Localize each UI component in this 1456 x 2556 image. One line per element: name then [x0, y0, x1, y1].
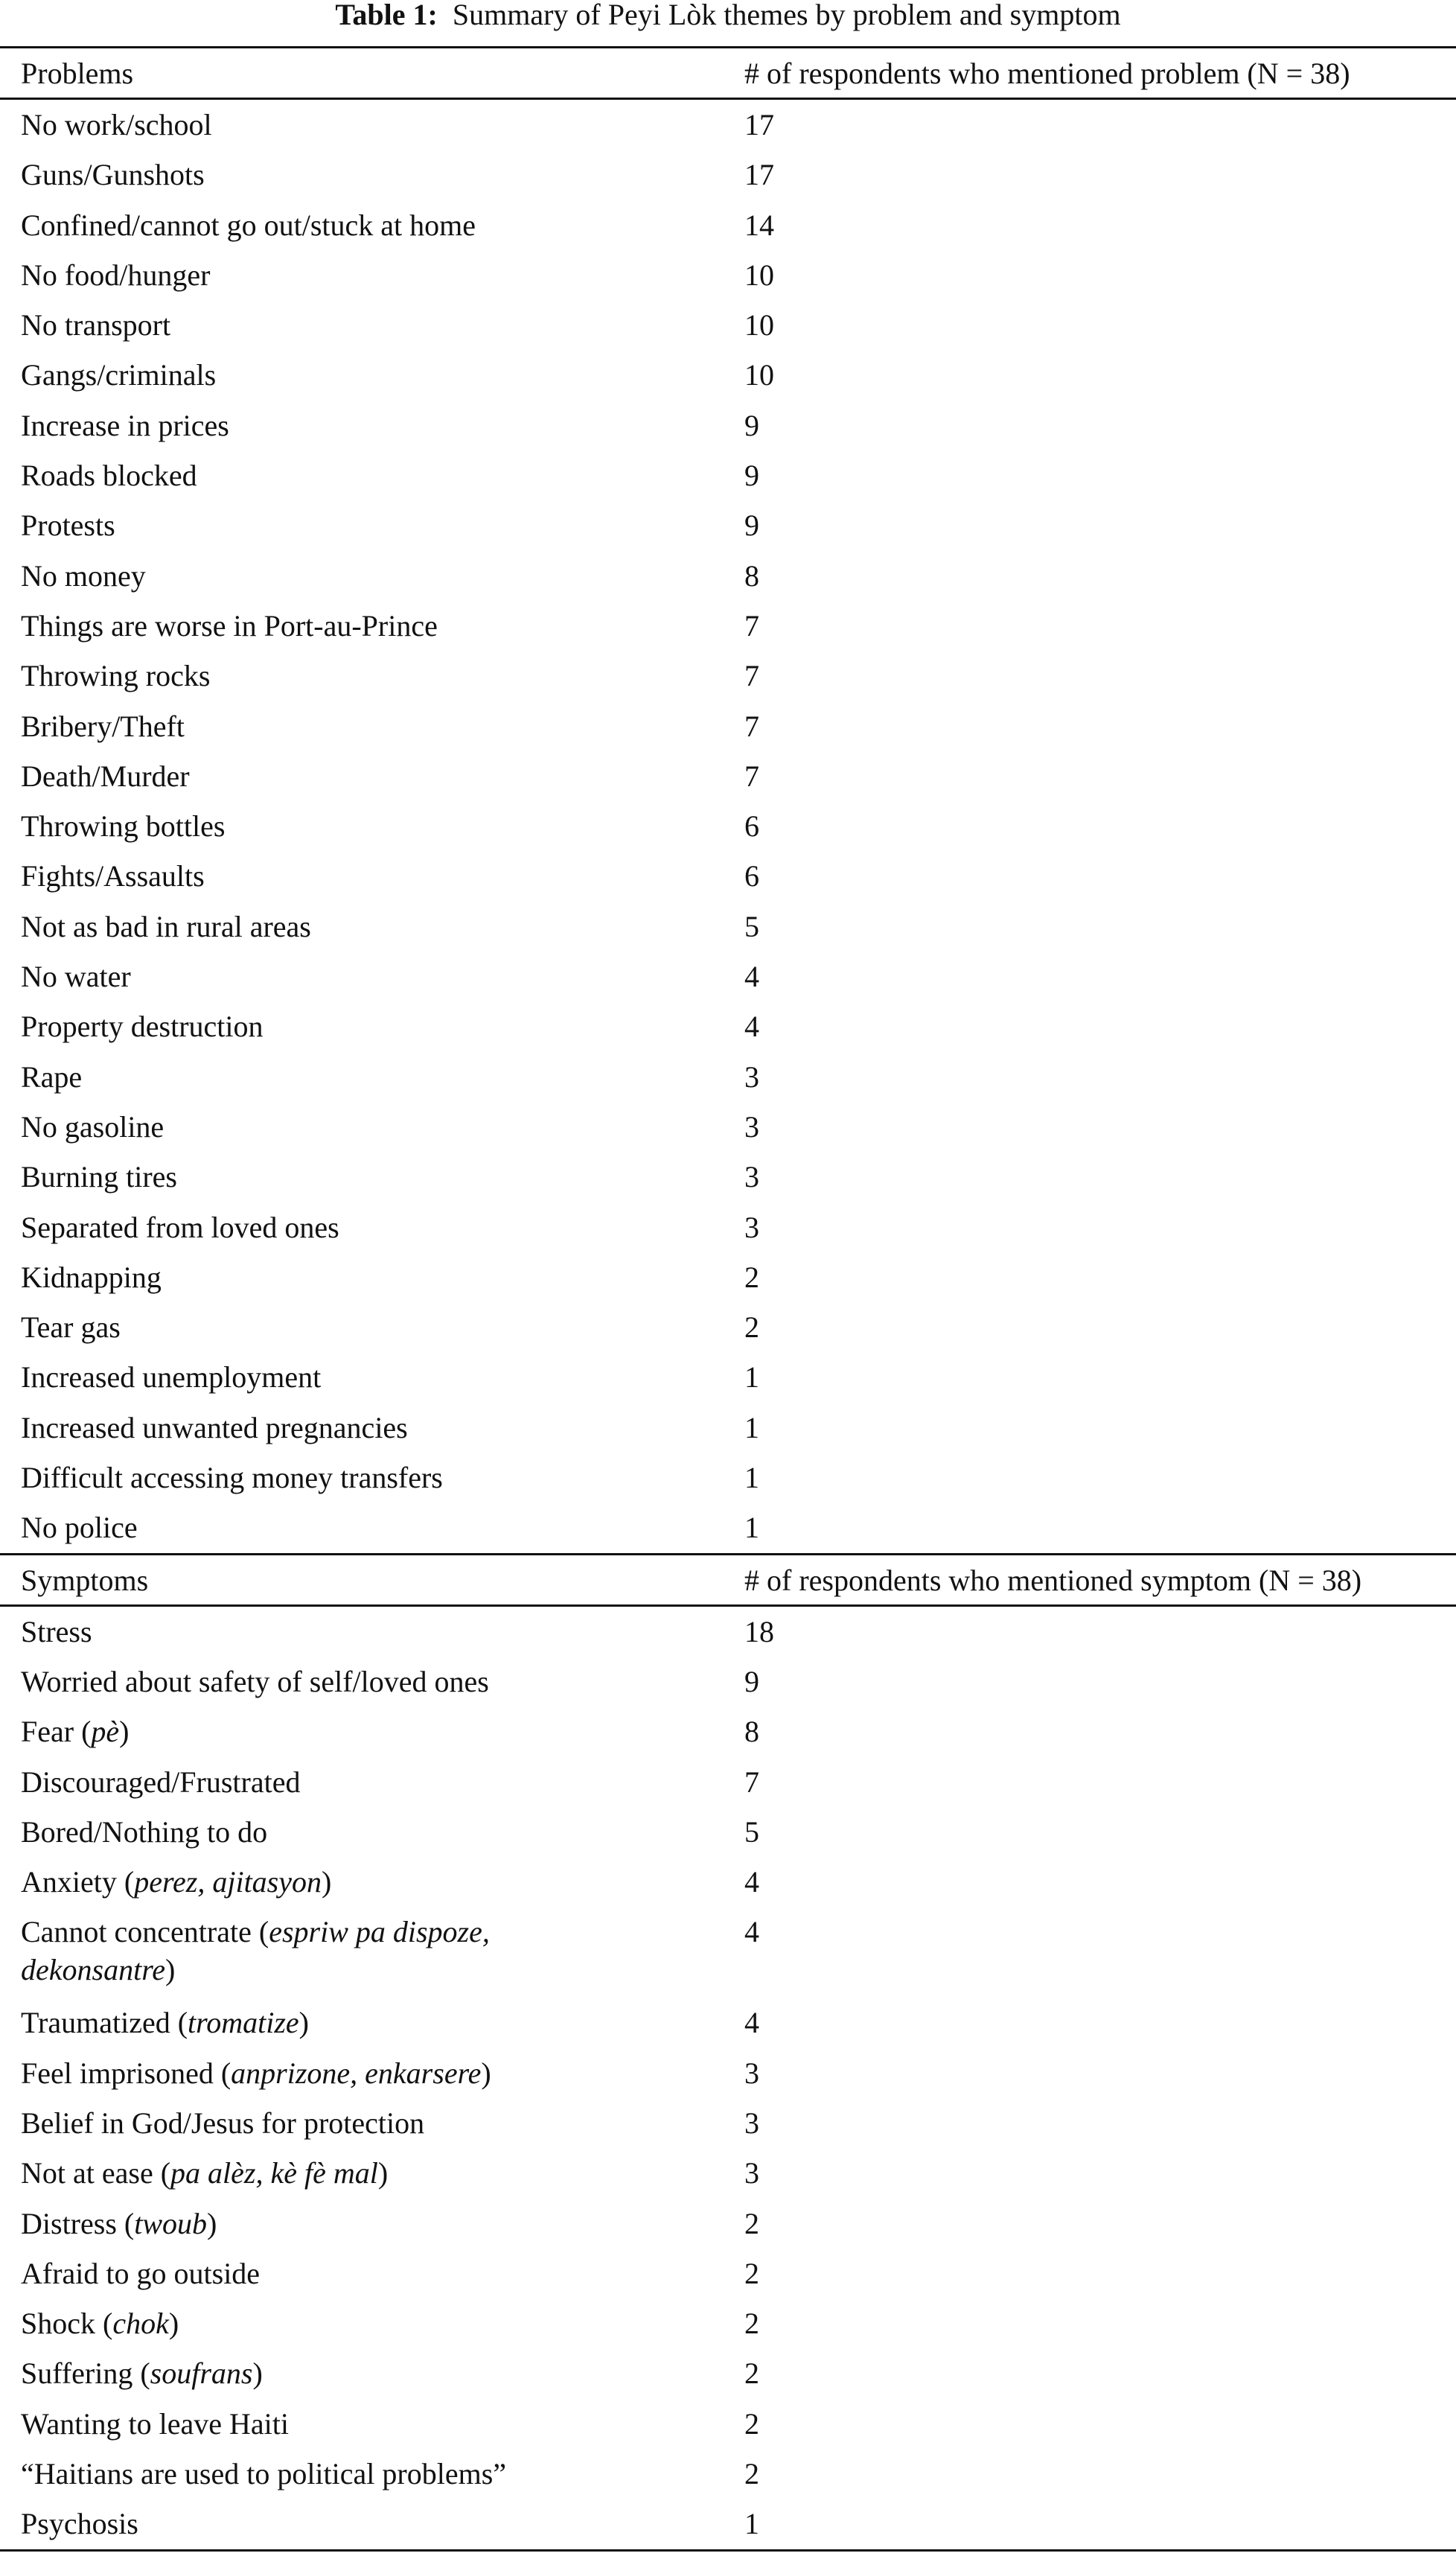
problems-row-name: Confined/cannot go out/stuck at home: [21, 208, 476, 242]
problems-row-label: [0, 1252, 721, 1302]
symptoms-row-kreyol-term: chok: [112, 2307, 169, 2341]
symptoms-row-name: Belief in God/Jesus for protection: [21, 2106, 425, 2140]
symptoms-row-label: [0, 2249, 721, 2298]
table-row: [0, 2249, 1456, 2298]
symptoms-row-kreyol-term: perez, ajitasyon: [134, 1865, 322, 1899]
table-row: [0, 1706, 1456, 1756]
problems-row-label: [0, 551, 721, 601]
table-row: [0, 1202, 1456, 1252]
problems-row-count: 9: [744, 509, 759, 543]
symptoms-row-label: [0, 2399, 721, 2449]
symptoms-row-label: [0, 1706, 721, 1756]
problems-row-count: 3: [744, 1109, 759, 1144]
table-row: [0, 2298, 1456, 2348]
symptoms-row-name: Anxiety (: [21, 1865, 135, 1899]
problems-row-label: [0, 1502, 721, 1552]
problems-row-label: [0, 902, 721, 952]
problems-row-label: [0, 601, 721, 651]
table-row: [0, 2199, 1456, 2249]
table-row: [0, 902, 1456, 952]
problems-row-name: Property destruction: [21, 1010, 264, 1044]
symptoms-row-name: “Haitians are used to political problems”: [21, 2457, 507, 2491]
symptoms-row-name: Traumatized (: [21, 2006, 188, 2040]
problems-row-count: 2: [744, 1260, 759, 1294]
problems-row-count: 10: [744, 358, 774, 392]
symptoms-row-close-paren: ): [165, 1953, 176, 1987]
symptoms-row-label: [0, 2148, 721, 2198]
problems-row-count: 9: [744, 408, 759, 442]
table-row: [0, 450, 1456, 500]
symptoms-row-label: [0, 2449, 721, 2499]
table-row: [0, 2348, 1456, 2398]
symptoms-row-close-paren: ): [377, 2156, 389, 2190]
table-row: [0, 300, 1456, 350]
symptoms-row-count: 4: [744, 2006, 759, 2040]
symptoms-header-row: [0, 1555, 1456, 1604]
problems-row-name: Guns/Gunshots: [21, 158, 205, 192]
problems-row-count: 7: [744, 608, 759, 643]
table-row: [0, 2449, 1456, 2499]
symptoms-row-count: 8: [744, 1715, 759, 1749]
problems-row-name: No water: [21, 960, 131, 994]
problems-row-name: Kidnapping: [21, 1260, 162, 1294]
problems-row-name: No gasoline: [21, 1109, 165, 1144]
table-row: [0, 952, 1456, 1001]
symptoms-row-count: 9: [744, 1664, 759, 1698]
problems-row-name: No money: [21, 558, 146, 593]
problems-row-label: [0, 801, 721, 851]
symptoms-row-count: 7: [744, 1765, 759, 1799]
symptoms-row-count: 2: [744, 2406, 759, 2441]
problems-row-count: 1: [744, 1511, 759, 1545]
table-row: [0, 2098, 1456, 2148]
table-caption-text: Summary of Peyi Lòk themes by problem and symptom: [452, 0, 1121, 31]
table-row: [0, 2148, 1456, 2198]
table-row: [0, 200, 1456, 250]
symptoms-row-label: [0, 1907, 610, 1998]
symptoms-row-kreyol-term: espriw pa dispoze, dekonsantre: [21, 1915, 490, 1987]
symptoms-row-count: 3: [744, 2106, 759, 2140]
symptoms-row-kreyol-term: pè: [91, 1715, 120, 1749]
bottom-rule: [0, 2549, 1456, 2552]
problems-row-label: [0, 952, 721, 1001]
symptoms-row-name: Feel imprisoned (: [21, 2056, 232, 2090]
symptoms-row-label: [0, 2348, 721, 2398]
symptoms-header-count: # of respondents who mentioned symptom (N = 38): [744, 1563, 1362, 1597]
problems-row-name: Increased unemployment: [21, 1360, 322, 1395]
problems-row-count: 5: [744, 909, 759, 943]
table-row: [0, 1502, 1456, 1552]
table-caption: [0, 0, 1456, 30]
symptoms-row-name: Not at ease (: [21, 2156, 171, 2190]
symptoms-row-label: [0, 1807, 721, 1857]
symptoms-row-count: 2: [744, 2356, 759, 2391]
problems-row-name: Not as bad in rural areas: [21, 909, 311, 943]
problems-row-label: [0, 350, 721, 400]
table-row: [0, 1998, 1456, 2047]
problems-row-name: Death/Murder: [21, 759, 190, 793]
problems-row-name: No transport: [21, 308, 171, 342]
problems-row-label: [0, 751, 721, 801]
problems-row-name: Tear gas: [21, 1310, 121, 1345]
symptoms-row-label: [0, 2199, 721, 2249]
symptoms-row-name: Distress (: [21, 2206, 135, 2240]
problems-row-count: 2: [744, 1310, 759, 1345]
table-row: [0, 1453, 1456, 1502]
problems-header-count: # of respondents who mentioned problem (N = 38): [744, 57, 1350, 90]
problems-row-count: 17: [744, 108, 774, 141]
table-row: [0, 1252, 1456, 1302]
table-row: [0, 1102, 1456, 1152]
symptoms-row-name: Worried about safety of self/loved ones: [21, 1664, 489, 1698]
problems-row-name: Gangs/criminals: [21, 358, 217, 392]
table-row: [0, 1657, 1456, 1706]
problems-row-label: [0, 401, 721, 450]
symptoms-row-count: 5: [744, 1814, 759, 1849]
table-row: [0, 2399, 1456, 2449]
problems-row-count: 8: [744, 558, 759, 593]
symptoms-row-count: 2: [744, 2206, 759, 2240]
problems-row-count: 10: [744, 308, 774, 342]
problems-row-name: Rape: [21, 1059, 83, 1094]
problems-row-label: [0, 1302, 721, 1352]
problems-row-count: 4: [744, 1010, 759, 1044]
problems-row-name: Protests: [21, 509, 115, 543]
table-row: [0, 601, 1456, 651]
symptoms-row-label: [0, 2098, 721, 2148]
symptoms-row-close-paren: ): [481, 2056, 491, 2090]
symptoms-row-label: [0, 1998, 721, 2047]
table-row: [0, 1757, 1456, 1807]
problems-row-label: [0, 500, 721, 550]
problems-row-count: 14: [744, 208, 774, 242]
table-row: [0, 1807, 1456, 1857]
symptoms-row-close-paren: ): [252, 2356, 263, 2391]
problems-row-name: Throwing bottles: [21, 809, 226, 844]
table-row: [0, 350, 1456, 400]
symptoms-row-kreyol-term: soufrans: [150, 2356, 253, 2391]
problems-row-name: Throwing rocks: [21, 659, 211, 693]
table-row: [0, 1302, 1456, 1352]
table-row: [0, 851, 1456, 901]
problems-row-count: 3: [744, 1210, 759, 1244]
problems-row-name: Separated from loved ones: [21, 1210, 339, 1244]
problems-row-count: 17: [744, 158, 774, 192]
symptoms-row-count: 3: [744, 2156, 759, 2190]
symptoms-row-count: 2: [744, 2457, 759, 2491]
symptoms-row-label: [0, 1607, 721, 1657]
problems-row-label: [0, 100, 721, 150]
problems-row-name: Increased unwanted pregnancies: [21, 1410, 408, 1444]
table-row: [0, 1907, 1456, 1998]
problems-row-count: 7: [744, 759, 759, 793]
table-caption-label: Table 1:: [335, 0, 438, 31]
table-row: [0, 1052, 1456, 1102]
problems-row-label: [0, 450, 721, 500]
symptoms-row-close-paren: ): [298, 2006, 309, 2040]
problems-row-name: Fights/Assaults: [21, 859, 205, 893]
problems-row-label: [0, 250, 721, 300]
table-row: [0, 651, 1456, 701]
symptoms-row-kreyol-term: tromatize: [188, 2006, 299, 2040]
table-row: [0, 1607, 1456, 1657]
problems-row-label: [0, 1202, 721, 1252]
problems-row-name: No police: [21, 1511, 138, 1545]
problems-row-label: [0, 150, 721, 200]
symptoms-row-count: 1: [744, 2507, 759, 2541]
problems-row-label: [0, 1152, 721, 1202]
problems-row-name: Things are worse in Port-au-Prince: [21, 608, 438, 643]
problems-row-name: Bribery/Theft: [21, 709, 185, 743]
symptoms-row-count: 4: [744, 1865, 759, 1899]
problems-row-label: [0, 1403, 721, 1453]
table-row: [0, 1152, 1456, 1202]
problems-row-label: [0, 300, 721, 350]
table-row: [0, 551, 1456, 601]
table-row: [0, 401, 1456, 450]
symptoms-row-kreyol-term: pa alèz, kè fè mal: [170, 2156, 378, 2190]
problems-row-label: [0, 1001, 721, 1051]
problems-row-name: Roads blocked: [21, 459, 197, 493]
symptoms-row-label: [0, 1857, 721, 1907]
themes-table: [0, 46, 1456, 2552]
table-row: [0, 250, 1456, 300]
table-row: [0, 1403, 1456, 1453]
symptoms-row-name: Shock (: [21, 2307, 113, 2341]
problems-row-count: 10: [744, 258, 774, 292]
symptoms-row-label: [0, 1757, 721, 1807]
problems-row-count: 3: [744, 1059, 759, 1094]
symptoms-row-close-paren: ): [322, 1865, 332, 1899]
symptoms-row-name: Discouraged/Frustrated: [21, 1765, 301, 1799]
problems-row-name: Increase in prices: [21, 408, 229, 442]
symptoms-row-name: Psychosis: [21, 2507, 138, 2541]
table-row: [0, 500, 1456, 550]
problems-row-label: [0, 1453, 721, 1502]
problems-row-label: [0, 1052, 721, 1102]
symptoms-row-name: Wanting to leave Haiti: [21, 2406, 289, 2441]
table-row: [0, 150, 1456, 200]
problems-row-label: [0, 1352, 721, 1402]
symptoms-header-label: Symptoms: [21, 1563, 149, 1597]
symptoms-row-close-paren: ): [119, 1715, 130, 1749]
problems-row-count: 6: [744, 859, 759, 893]
problems-row-name: Burning tires: [21, 1160, 177, 1194]
problems-row-count: 6: [744, 809, 759, 844]
table-row: [0, 701, 1456, 751]
symptoms-row-count: 3: [744, 2056, 759, 2090]
table-row: [0, 2048, 1456, 2098]
problems-row-label: [0, 701, 721, 751]
problems-row-count: 1: [744, 1410, 759, 1444]
symptoms-row-count: 2: [744, 2256, 759, 2290]
problems-row-count: 9: [744, 459, 759, 493]
problems-body: [0, 100, 1456, 1553]
symptoms-row-close-paren: ): [207, 2206, 217, 2240]
symptoms-row-name: Fear (: [21, 1715, 92, 1749]
symptoms-row-kreyol-term: twoub: [134, 2206, 208, 2240]
problems-row-label: [0, 851, 721, 901]
problems-row-name: No food/hunger: [21, 258, 211, 292]
problems-header-row: [0, 48, 1456, 98]
table-row: [0, 1001, 1456, 1051]
problems-row-count: 3: [744, 1160, 759, 1194]
problems-row-count: 7: [744, 659, 759, 693]
problems-row-count: 7: [744, 709, 759, 743]
symptoms-row-count: 4: [744, 1915, 759, 1949]
problems-row-count: 1: [744, 1461, 759, 1495]
table-row: [0, 1857, 1456, 1907]
table-row: [0, 751, 1456, 801]
symptoms-row-count: 18: [744, 1614, 774, 1648]
problems-row-label: [0, 200, 721, 250]
symptoms-row-label: [0, 2298, 721, 2348]
problems-row-label: [0, 651, 721, 701]
table-row: [0, 2499, 1456, 2549]
problems-row-name: No work/school: [21, 108, 212, 141]
symptoms-row-name: Afraid to go outside: [21, 2256, 261, 2290]
problems-row-name: Difficult accessing money transfers: [21, 1461, 443, 1495]
symptoms-row-name: Bored/Nothing to do: [21, 1814, 268, 1849]
symptoms-body: [0, 1607, 1456, 2549]
symptoms-row-label: [0, 2048, 721, 2098]
symptoms-row-name: Stress: [21, 1614, 92, 1648]
symptoms-row-close-paren: ): [168, 2307, 179, 2341]
symptoms-row-name: Cannot concentrate (: [21, 1915, 269, 1949]
symptoms-row-kreyol-term: anprizone, enkarsere: [231, 2056, 482, 2090]
table-row: [0, 801, 1456, 851]
symptoms-row-count: 2: [744, 2307, 759, 2341]
table-row: [0, 1352, 1456, 1402]
symptoms-row-label: [0, 1657, 721, 1706]
table-row: [0, 100, 1456, 150]
problems-row-count: 4: [744, 960, 759, 994]
symptoms-row-label: [0, 2499, 721, 2549]
problems-header-label: Problems: [21, 57, 134, 90]
problems-row-count: 1: [744, 1360, 759, 1395]
symptoms-row-name: Suffering (: [21, 2356, 150, 2391]
problems-row-label: [0, 1102, 721, 1152]
